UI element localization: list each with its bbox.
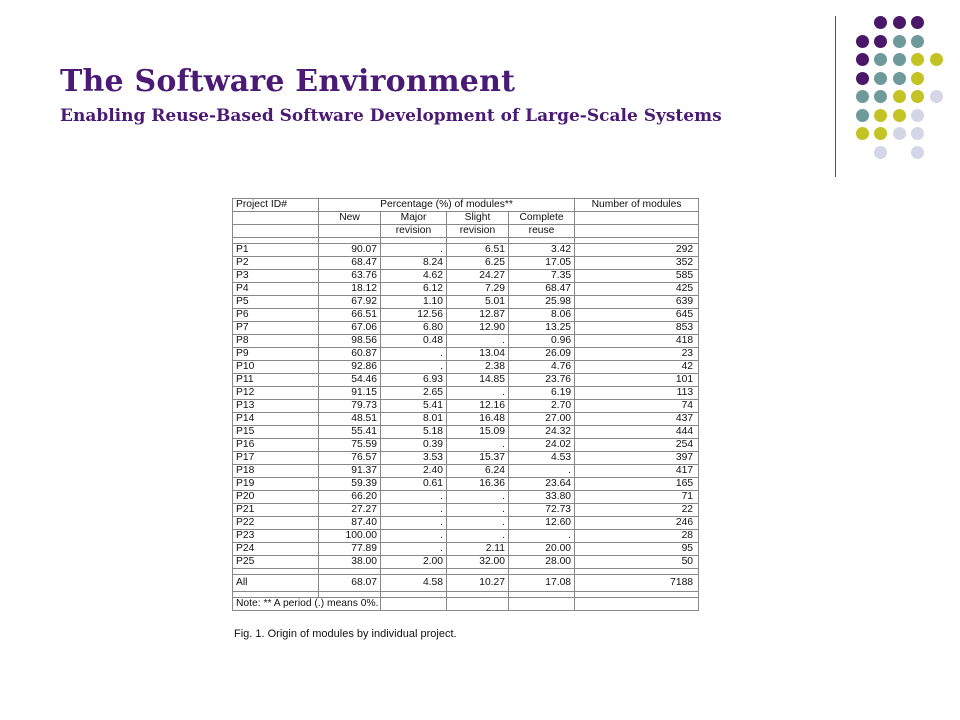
header-new: New bbox=[319, 212, 381, 225]
cell-major-revision: . bbox=[381, 504, 447, 517]
cell-project-id: P3 bbox=[233, 270, 319, 283]
decorative-dot bbox=[893, 90, 906, 103]
cell-number-of-modules: 7188 bbox=[575, 575, 699, 592]
table-row bbox=[233, 348, 699, 361]
cell-new: 63.76 bbox=[319, 270, 381, 283]
cell-project-id: P4 bbox=[233, 283, 319, 296]
cell-major-revision: . bbox=[381, 530, 447, 543]
table-row bbox=[233, 517, 699, 530]
table-row bbox=[233, 296, 699, 309]
decorative-dot bbox=[874, 72, 887, 85]
cell-number-of-modules: 74 bbox=[575, 400, 699, 413]
table-row bbox=[233, 504, 699, 517]
cell-number-of-modules: 42 bbox=[575, 361, 699, 374]
cell-complete-reuse: 24.02 bbox=[509, 439, 575, 452]
cell-slight-revision: 5.01 bbox=[447, 296, 509, 309]
cell-number-of-modules: 437 bbox=[575, 413, 699, 426]
cell-project-id: P11 bbox=[233, 374, 319, 387]
cell-complete-reuse: 8.06 bbox=[509, 309, 575, 322]
cell-complete-reuse: 28.00 bbox=[509, 556, 575, 569]
cell-slight-revision: . bbox=[447, 335, 509, 348]
cell-complete-reuse: 7.35 bbox=[509, 270, 575, 283]
table-row bbox=[233, 478, 699, 491]
cell-project-id: P16 bbox=[233, 439, 319, 452]
table-row bbox=[233, 400, 699, 413]
cell-complete-reuse: 12.60 bbox=[509, 517, 575, 530]
cell-project-id: P7 bbox=[233, 322, 319, 335]
cell-slight-revision: . bbox=[447, 439, 509, 452]
decorative-dot bbox=[874, 90, 887, 103]
decorative-dot bbox=[911, 127, 924, 140]
cell-complete-reuse: 6.19 bbox=[509, 387, 575, 400]
cell-new: 98.56 bbox=[319, 335, 381, 348]
table-row bbox=[233, 452, 699, 465]
header-blank bbox=[575, 225, 699, 238]
cell-slight-revision: . bbox=[447, 387, 509, 400]
cell-new: 54.46 bbox=[319, 374, 381, 387]
table-row bbox=[233, 322, 699, 335]
cell-project-id: P25 bbox=[233, 556, 319, 569]
decorative-dot bbox=[856, 90, 869, 103]
cell-complete-reuse: 4.76 bbox=[509, 361, 575, 374]
cell-new: 66.20 bbox=[319, 491, 381, 504]
cell-project-id: P19 bbox=[233, 478, 319, 491]
cell-slight-revision: 15.09 bbox=[447, 426, 509, 439]
cell-complete-reuse: 33.80 bbox=[509, 491, 575, 504]
cell-complete-reuse: 0.96 bbox=[509, 335, 575, 348]
cell-major-revision: 8.24 bbox=[381, 257, 447, 270]
cell-new: 68.07 bbox=[319, 575, 381, 592]
cell-new: 76.57 bbox=[319, 452, 381, 465]
cell-new: 67.92 bbox=[319, 296, 381, 309]
cell-project-id: P6 bbox=[233, 309, 319, 322]
cell-slight-revision: 6.51 bbox=[447, 244, 509, 257]
cell-major-revision: 6.93 bbox=[381, 374, 447, 387]
header-slight: Slight bbox=[447, 212, 509, 225]
table-row bbox=[233, 361, 699, 374]
cell-complete-reuse: 2.70 bbox=[509, 400, 575, 413]
cell-major-revision: 5.41 bbox=[381, 400, 447, 413]
table-row bbox=[233, 426, 699, 439]
cell-number-of-modules: 585 bbox=[575, 270, 699, 283]
cell-slight-revision: 2.11 bbox=[447, 543, 509, 556]
cell-complete-reuse: 26.09 bbox=[509, 348, 575, 361]
decorative-dot bbox=[911, 90, 924, 103]
cell-slight-revision: 24.27 bbox=[447, 270, 509, 283]
cell-project-id: P15 bbox=[233, 426, 319, 439]
cell-slight-revision: 12.90 bbox=[447, 322, 509, 335]
figure-caption: Fig. 1. Origin of modules by individual project. bbox=[234, 628, 457, 640]
cell-new: 18.12 bbox=[319, 283, 381, 296]
cell-project-id: P9 bbox=[233, 348, 319, 361]
cell-slight-revision: 12.87 bbox=[447, 309, 509, 322]
cell-major-revision: 2.00 bbox=[381, 556, 447, 569]
cell-major-revision: . bbox=[381, 491, 447, 504]
cell-complete-reuse: 3.42 bbox=[509, 244, 575, 257]
cell-slight-revision: 16.48 bbox=[447, 413, 509, 426]
slide-subtitle: Enabling Reuse-Based Software Development of Large-Scale Systems bbox=[60, 106, 722, 126]
header-major: Major bbox=[381, 212, 447, 225]
cell-new: 68.47 bbox=[319, 257, 381, 270]
decorative-dot bbox=[856, 109, 869, 122]
cell-complete-reuse: 25.98 bbox=[509, 296, 575, 309]
cell-number-of-modules: 165 bbox=[575, 478, 699, 491]
decorative-dot bbox=[856, 127, 869, 140]
header-major-revision: revision bbox=[381, 225, 447, 238]
table-row bbox=[233, 244, 699, 257]
header-project-id: Project ID# bbox=[233, 199, 319, 212]
cell-slight-revision: 32.00 bbox=[447, 556, 509, 569]
decorative-dot bbox=[930, 53, 943, 66]
cell-complete-reuse: 23.64 bbox=[509, 478, 575, 491]
header-blank bbox=[233, 225, 319, 238]
figure bbox=[232, 198, 698, 613]
cell-complete-reuse: . bbox=[509, 465, 575, 478]
cell-major-revision: 6.12 bbox=[381, 283, 447, 296]
cell-number-of-modules: 444 bbox=[575, 426, 699, 439]
decorative-dot bbox=[874, 53, 887, 66]
cell-major-revision: 12.56 bbox=[381, 309, 447, 322]
decorative-dot bbox=[874, 109, 887, 122]
cell-complete-reuse: 17.08 bbox=[509, 575, 575, 592]
table-row bbox=[233, 439, 699, 452]
decorative-dot bbox=[911, 16, 924, 29]
cell-new: 92.86 bbox=[319, 361, 381, 374]
cell-number-of-modules: 425 bbox=[575, 283, 699, 296]
cell-complete-reuse: 24.32 bbox=[509, 426, 575, 439]
cell-complete-reuse: 23.76 bbox=[509, 374, 575, 387]
decorative-dot bbox=[874, 146, 887, 159]
cell-slight-revision: 15.37 bbox=[447, 452, 509, 465]
cell-major-revision: 5.18 bbox=[381, 426, 447, 439]
cell-major-revision: 0.61 bbox=[381, 478, 447, 491]
cell-major-revision: 0.48 bbox=[381, 335, 447, 348]
table-row bbox=[233, 387, 699, 400]
decorative-dot bbox=[893, 72, 906, 85]
cell-new: 100.00 bbox=[319, 530, 381, 543]
cell-major-revision: . bbox=[381, 361, 447, 374]
cell-project-id: P13 bbox=[233, 400, 319, 413]
cell-number-of-modules: 101 bbox=[575, 374, 699, 387]
decorative-dot bbox=[874, 16, 887, 29]
table-row bbox=[233, 309, 699, 322]
cell-major-revision: 4.58 bbox=[381, 575, 447, 592]
cell-new: 27.27 bbox=[319, 504, 381, 517]
cell-slight-revision: 13.04 bbox=[447, 348, 509, 361]
cell-slight-revision: 6.25 bbox=[447, 257, 509, 270]
header-blank bbox=[575, 212, 699, 225]
cell-slight-revision: 7.29 bbox=[447, 283, 509, 296]
cell-number-of-modules: 95 bbox=[575, 543, 699, 556]
cell-slight-revision: 2.38 bbox=[447, 361, 509, 374]
cell-number-of-modules: 113 bbox=[575, 387, 699, 400]
decorative-dot bbox=[893, 127, 906, 140]
table-row bbox=[233, 491, 699, 504]
cell-new: 91.15 bbox=[319, 387, 381, 400]
cell-project-id: P23 bbox=[233, 530, 319, 543]
table-row bbox=[233, 413, 699, 426]
cell-complete-reuse: . bbox=[509, 530, 575, 543]
table-row bbox=[233, 465, 699, 478]
cell-number-of-modules: 853 bbox=[575, 322, 699, 335]
decorative-dot bbox=[893, 53, 906, 66]
cell-new: 67.06 bbox=[319, 322, 381, 335]
cell-new: 55.41 bbox=[319, 426, 381, 439]
table-row bbox=[233, 374, 699, 387]
cell-project-id: All bbox=[233, 575, 319, 592]
cell-new: 90.07 bbox=[319, 244, 381, 257]
cell-new: 38.00 bbox=[319, 556, 381, 569]
slide-title: The Software Environment bbox=[60, 64, 516, 99]
cell-new: 91.37 bbox=[319, 465, 381, 478]
decorative-dot bbox=[911, 146, 924, 159]
cell-project-id: P20 bbox=[233, 491, 319, 504]
cell-complete-reuse: 72.73 bbox=[509, 504, 575, 517]
table-row bbox=[233, 270, 699, 283]
cell-project-id: P2 bbox=[233, 257, 319, 270]
cell-number-of-modules: 246 bbox=[575, 517, 699, 530]
decorative-dot bbox=[856, 72, 869, 85]
cell-major-revision: 3.53 bbox=[381, 452, 447, 465]
cell-number-of-modules: 417 bbox=[575, 465, 699, 478]
cell-major-revision: 0.39 bbox=[381, 439, 447, 452]
table-row bbox=[233, 335, 699, 348]
header-complete: Complete bbox=[509, 212, 575, 225]
decorative-dot bbox=[911, 109, 924, 122]
cell-project-id: P14 bbox=[233, 413, 319, 426]
header-slight-revision: revision bbox=[447, 225, 509, 238]
cell-new: 79.73 bbox=[319, 400, 381, 413]
cell-number-of-modules: 352 bbox=[575, 257, 699, 270]
cell-new: 75.59 bbox=[319, 439, 381, 452]
cell-complete-reuse: 17.05 bbox=[509, 257, 575, 270]
cell-number-of-modules: 639 bbox=[575, 296, 699, 309]
table-row bbox=[233, 283, 699, 296]
cell-major-revision: 4.62 bbox=[381, 270, 447, 283]
cell-major-revision: 2.40 bbox=[381, 465, 447, 478]
cell-major-revision: . bbox=[381, 517, 447, 530]
decorative-dot bbox=[874, 35, 887, 48]
cell-number-of-modules: 23 bbox=[575, 348, 699, 361]
cell-number-of-modules: 28 bbox=[575, 530, 699, 543]
cell-major-revision: . bbox=[381, 244, 447, 257]
cell-major-revision: 1.10 bbox=[381, 296, 447, 309]
cell-new: 77.89 bbox=[319, 543, 381, 556]
decorative-dot bbox=[874, 127, 887, 140]
cell-project-id: P12 bbox=[233, 387, 319, 400]
decorative-dot bbox=[911, 53, 924, 66]
header-number-of-modules: Number of modules bbox=[575, 199, 699, 212]
cell-slight-revision: 16.36 bbox=[447, 478, 509, 491]
decorative-dot bbox=[856, 35, 869, 48]
divider-line bbox=[835, 16, 836, 177]
decorative-dot bbox=[893, 109, 906, 122]
cell-number-of-modules: 22 bbox=[575, 504, 699, 517]
cell-number-of-modules: 645 bbox=[575, 309, 699, 322]
cell-project-id: P5 bbox=[233, 296, 319, 309]
decorative-dot bbox=[930, 90, 943, 103]
modules-table bbox=[232, 198, 699, 611]
cell-new: 66.51 bbox=[319, 309, 381, 322]
header-percentage-group: Percentage (%) of modules** bbox=[319, 199, 575, 212]
cell-project-id: P8 bbox=[233, 335, 319, 348]
cell-project-id: P17 bbox=[233, 452, 319, 465]
cell-complete-reuse: 27.00 bbox=[509, 413, 575, 426]
header-blank bbox=[233, 212, 319, 225]
cell-complete-reuse: 4.53 bbox=[509, 452, 575, 465]
cell-number-of-modules: 50 bbox=[575, 556, 699, 569]
decorative-dot bbox=[911, 35, 924, 48]
table-row bbox=[233, 257, 699, 270]
cell-slight-revision: . bbox=[447, 530, 509, 543]
cell-major-revision: 6.80 bbox=[381, 322, 447, 335]
cell-new: 59.39 bbox=[319, 478, 381, 491]
cell-project-id: P21 bbox=[233, 504, 319, 517]
cell-project-id: P10 bbox=[233, 361, 319, 374]
table-row bbox=[233, 530, 699, 543]
cell-new: 48.51 bbox=[319, 413, 381, 426]
cell-slight-revision: . bbox=[447, 517, 509, 530]
cell-project-id: P18 bbox=[233, 465, 319, 478]
cell-slight-revision: 12.16 bbox=[447, 400, 509, 413]
table-row bbox=[233, 556, 699, 569]
table-row bbox=[233, 543, 699, 556]
cell-number-of-modules: 292 bbox=[575, 244, 699, 257]
cell-new: 87.40 bbox=[319, 517, 381, 530]
cell-complete-reuse: 68.47 bbox=[509, 283, 575, 296]
cell-number-of-modules: 418 bbox=[575, 335, 699, 348]
header-blank bbox=[319, 225, 381, 238]
cell-major-revision: 8.01 bbox=[381, 413, 447, 426]
cell-slight-revision: 6.24 bbox=[447, 465, 509, 478]
table-note: Note: ** A period (.) means 0%. bbox=[233, 598, 381, 611]
decorative-dot bbox=[893, 16, 906, 29]
table-row-total bbox=[233, 575, 699, 592]
cell-slight-revision: 10.27 bbox=[447, 575, 509, 592]
cell-slight-revision: . bbox=[447, 504, 509, 517]
table-body bbox=[233, 244, 699, 569]
cell-number-of-modules: 71 bbox=[575, 491, 699, 504]
cell-slight-revision: 14.85 bbox=[447, 374, 509, 387]
cell-complete-reuse: 20.00 bbox=[509, 543, 575, 556]
decorative-dot bbox=[911, 72, 924, 85]
cell-new: 60.87 bbox=[319, 348, 381, 361]
cell-project-id: P1 bbox=[233, 244, 319, 257]
cell-number-of-modules: 254 bbox=[575, 439, 699, 452]
header-complete-reuse: reuse bbox=[509, 225, 575, 238]
cell-major-revision: . bbox=[381, 543, 447, 556]
cell-number-of-modules: 397 bbox=[575, 452, 699, 465]
decorative-dot bbox=[856, 53, 869, 66]
cell-major-revision: 2.65 bbox=[381, 387, 447, 400]
decorative-dot bbox=[893, 35, 906, 48]
cell-complete-reuse: 13.25 bbox=[509, 322, 575, 335]
cell-major-revision: . bbox=[381, 348, 447, 361]
cell-slight-revision: . bbox=[447, 491, 509, 504]
cell-project-id: P24 bbox=[233, 543, 319, 556]
cell-project-id: P22 bbox=[233, 517, 319, 530]
